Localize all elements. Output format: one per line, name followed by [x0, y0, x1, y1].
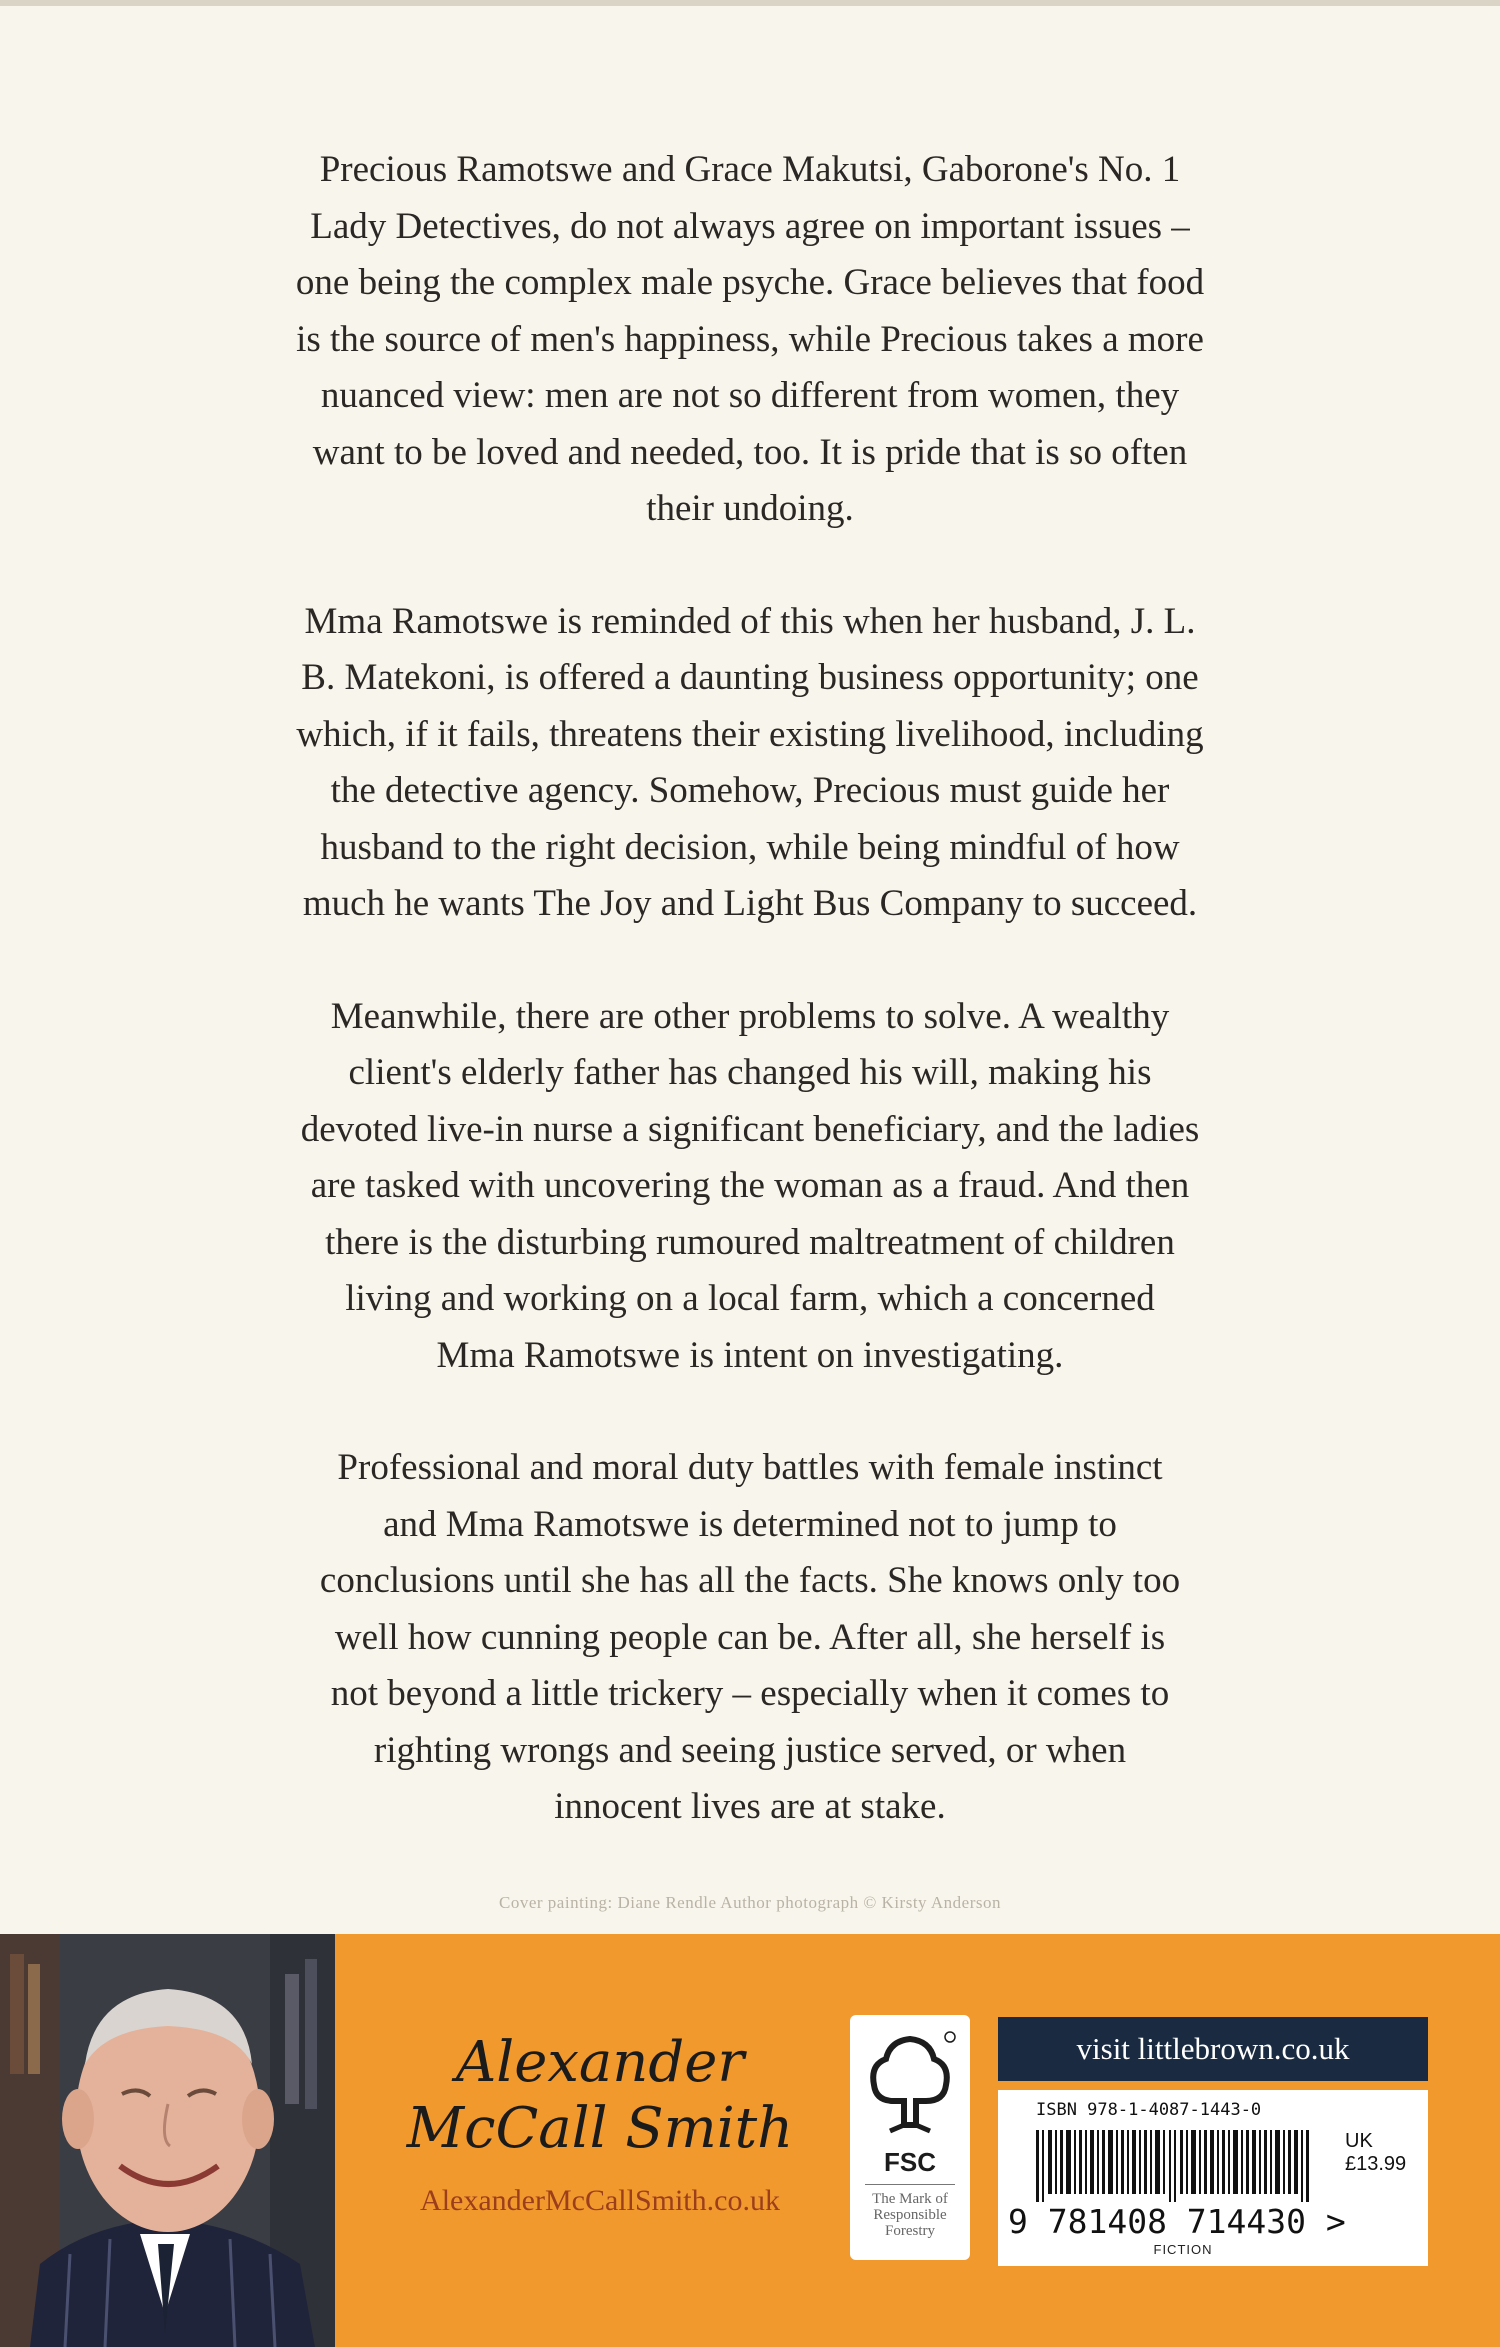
- cover-credits: Cover painting: Diane Rendle Author photograph © Kirsty Anderson: [499, 1893, 1001, 1912]
- category-label: FICTION: [1153, 2242, 1213, 2257]
- author-website[interactable]: AlexanderMcCallSmith.co.uk: [420, 2184, 780, 2217]
- fsc-label: FSC: [884, 2147, 936, 2177]
- author-photo: [0, 1934, 335, 2347]
- price-label: UK £13.99: [1345, 2130, 1407, 2175]
- blurb-paragraph-1: Precious Ramotswe and Grace Makutsi, Gaborone's No. 1 Lady Detectives, do not always agree on important issues – one being the complex male psyche. Grace believes that food is the source of men's happiness, while Precious takes a more nuanced view: men are not so different from women, they want to be loved and needed, too. It is pride that is so often their undoing.: [295, 149, 1205, 529]
- blurb-paragraph-4: Professional and moral duty battles with female instinct and Mma Ramotswe is determined not to jump to conclusions until she has all the facts. She knows only too well how cunning people can be. After all, she herself is not beyond a little trickery – especially when it comes to righting wrongs and seeing justice served, or when innocent lives are at stake.: [319, 1447, 1181, 1827]
- author-portrait-illustration: [0, 1934, 335, 2347]
- blurb-paragraph-2: Mma Ramotswe is reminded of this when her husband, J. L. B. Matekoni, is offered a daunting business opportunity; one which, if it fails, threatens their existing livelihood, including the detective agency. Somehow, Precious must guide her husband to the right decision, while being mindful of how much he wants The Joy and Light Bus Company to succeed.: [296, 600, 1204, 924]
- barcode-icon: [1036, 2130, 1336, 2202]
- top-edge: [0, 0, 1500, 6]
- blurb-text: [170, 142, 1330, 1892]
- author-name-line-2: McCall Smith: [406, 2096, 794, 2161]
- fsc-tree-icon: [860, 2027, 960, 2137]
- publisher-website-banner[interactable]: visit littlebrown.co.uk: [998, 2017, 1428, 2081]
- blurb-paragraph-3: Meanwhile, there are other problems to solve. A wealthy client's elderly father has changed his will, making his devoted live-in nurse a significant beneficiary, and the ladies are tasked with uncovering the woman as a fraud. And then there is the disturbing rumoured maltreatment of children living and working on a local farm, which a concerned Mma Ramotswe is intent on investigating.: [300, 995, 1200, 1376]
- fsc-divider: [865, 2184, 955, 2185]
- author-name-line-1: Alexander: [455, 2030, 745, 2095]
- fsc-tagline: The Mark of Responsible Forestry: [872, 2191, 948, 2239]
- author-block: [360, 2030, 840, 2218]
- barcode-panel: [998, 2090, 1428, 2266]
- isbn-text: ISBN 978-1-4087-1443-0: [1036, 2100, 1262, 2120]
- fsc-logo: [850, 2015, 970, 2260]
- barcode-digits: 9 781408 714430 >: [1008, 2202, 1346, 2241]
